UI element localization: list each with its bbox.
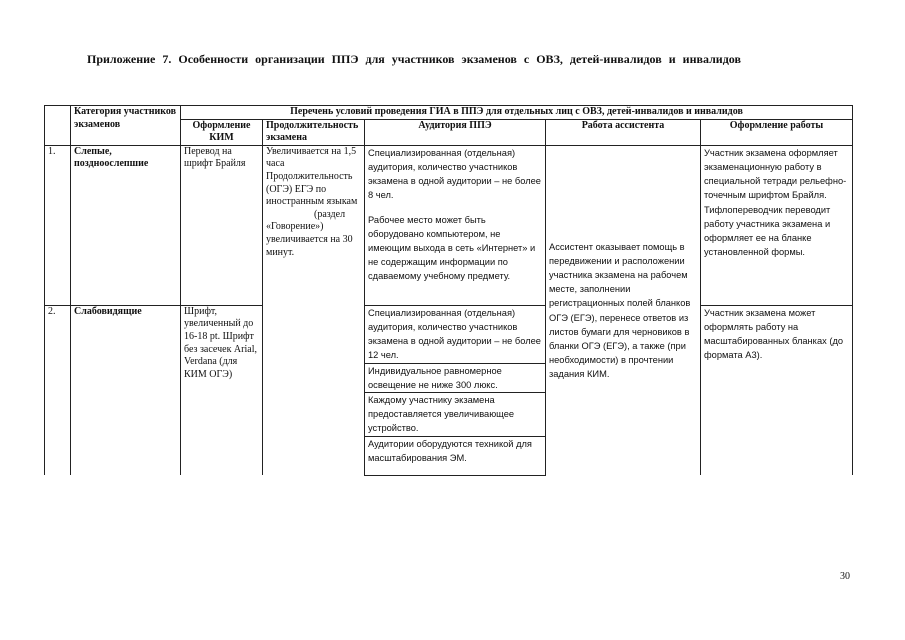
row-category: Слабовидящие xyxy=(71,305,181,475)
header-row-1 xyxy=(45,106,853,120)
room-item: Индивидуальное равномерное освещение не ниже 300 люкс. xyxy=(365,364,545,393)
row-kim: Перевод на шрифт Брайля xyxy=(181,145,263,305)
header-work: Оформление работы xyxy=(701,119,853,145)
page-title: Приложение 7. Особенности организации ППЭ для участников экзаменов с ОВЗ, детей-инвалидов и инвалидов xyxy=(87,52,741,66)
page-number: 30 xyxy=(840,571,850,582)
header-room: Аудитория ППЭ xyxy=(365,119,546,145)
table-row xyxy=(45,145,853,305)
header-category: Категория участников экзаменов xyxy=(71,106,181,146)
room-item: Специализированная (отдельная) аудитория, количество участников экзамена в одной аудитории – не более 12 чел. xyxy=(365,306,545,364)
header-num xyxy=(45,106,71,146)
row-num: 2. xyxy=(45,305,71,475)
row-kim: Шрифт, увеличенный до 16-18 pt. Шрифт без засечек Arial, Verdana (для КИМ ОГЭ) xyxy=(181,305,263,475)
table-row xyxy=(45,305,853,475)
duration-text-2a: (раздел xyxy=(314,208,346,220)
row-work: Участник экзамена оформляет экзаменационную работу в специальной тетради рельефно-точечным шрифтом Брайля. Тифлопереводчик переводит работу участника экзамена и оформляет ее на бланке установленной формы. xyxy=(701,145,853,305)
duration-text-2: «Говорение») увеличивается на 30 минут. xyxy=(266,221,353,258)
row-num: 1. xyxy=(45,145,71,305)
duration-text-1: Увеличивается на 1,5 часа Продолжительность (ОГЭ) ЕГЭ по иностранным языкам xyxy=(266,145,358,208)
room-text-1: Специализированная (отдельная) аудитория, количество участников экзамена в одной аудитории – не более 8 чел. xyxy=(368,147,541,201)
row-work: Участник экзамена может оформлять работу на масштабированных бланках (до формата А3). xyxy=(701,305,853,475)
header-duration: Продолжительность экзамена xyxy=(263,119,365,145)
room-item: Аудитории оборудуются техникой для масштабирования ЭМ. xyxy=(368,438,532,463)
header-group: Перечень условий проведения ГИА в ППЭ для отдельных лиц с ОВЗ, детей-инвалидов и инвалидов xyxy=(181,106,853,120)
conditions-table xyxy=(44,105,853,476)
row-category: Слепые, поздноослепшие xyxy=(71,145,181,305)
row-room xyxy=(365,145,546,305)
header-kim: Оформление КИМ xyxy=(181,119,263,145)
row-duration xyxy=(263,145,365,475)
header-assistant: Работа ассистента xyxy=(546,119,701,145)
row-assistant: Ассистент оказывает помощь в передвижении и расположении участника экзамена на рабочем месте, заполнении регистрационных полей бланков ОГЭ (ЕГЭ), перенесе ответов из листов бумаги для черновиков в бланки ОГЭ (ЕГЭ), а также (при необходимости) в прочтении задания КИМ. xyxy=(546,145,701,475)
row-room xyxy=(365,305,546,475)
room-text-2: Рабочее место может быть оборудовано компьютером, не имеющим выхода в сеть «Интернет» и не содержащим информации по сдаваемому учебному предмету. xyxy=(368,214,536,282)
room-item: Каждому участнику экзамена предоставляется увеличивающее устройство. xyxy=(365,393,545,437)
